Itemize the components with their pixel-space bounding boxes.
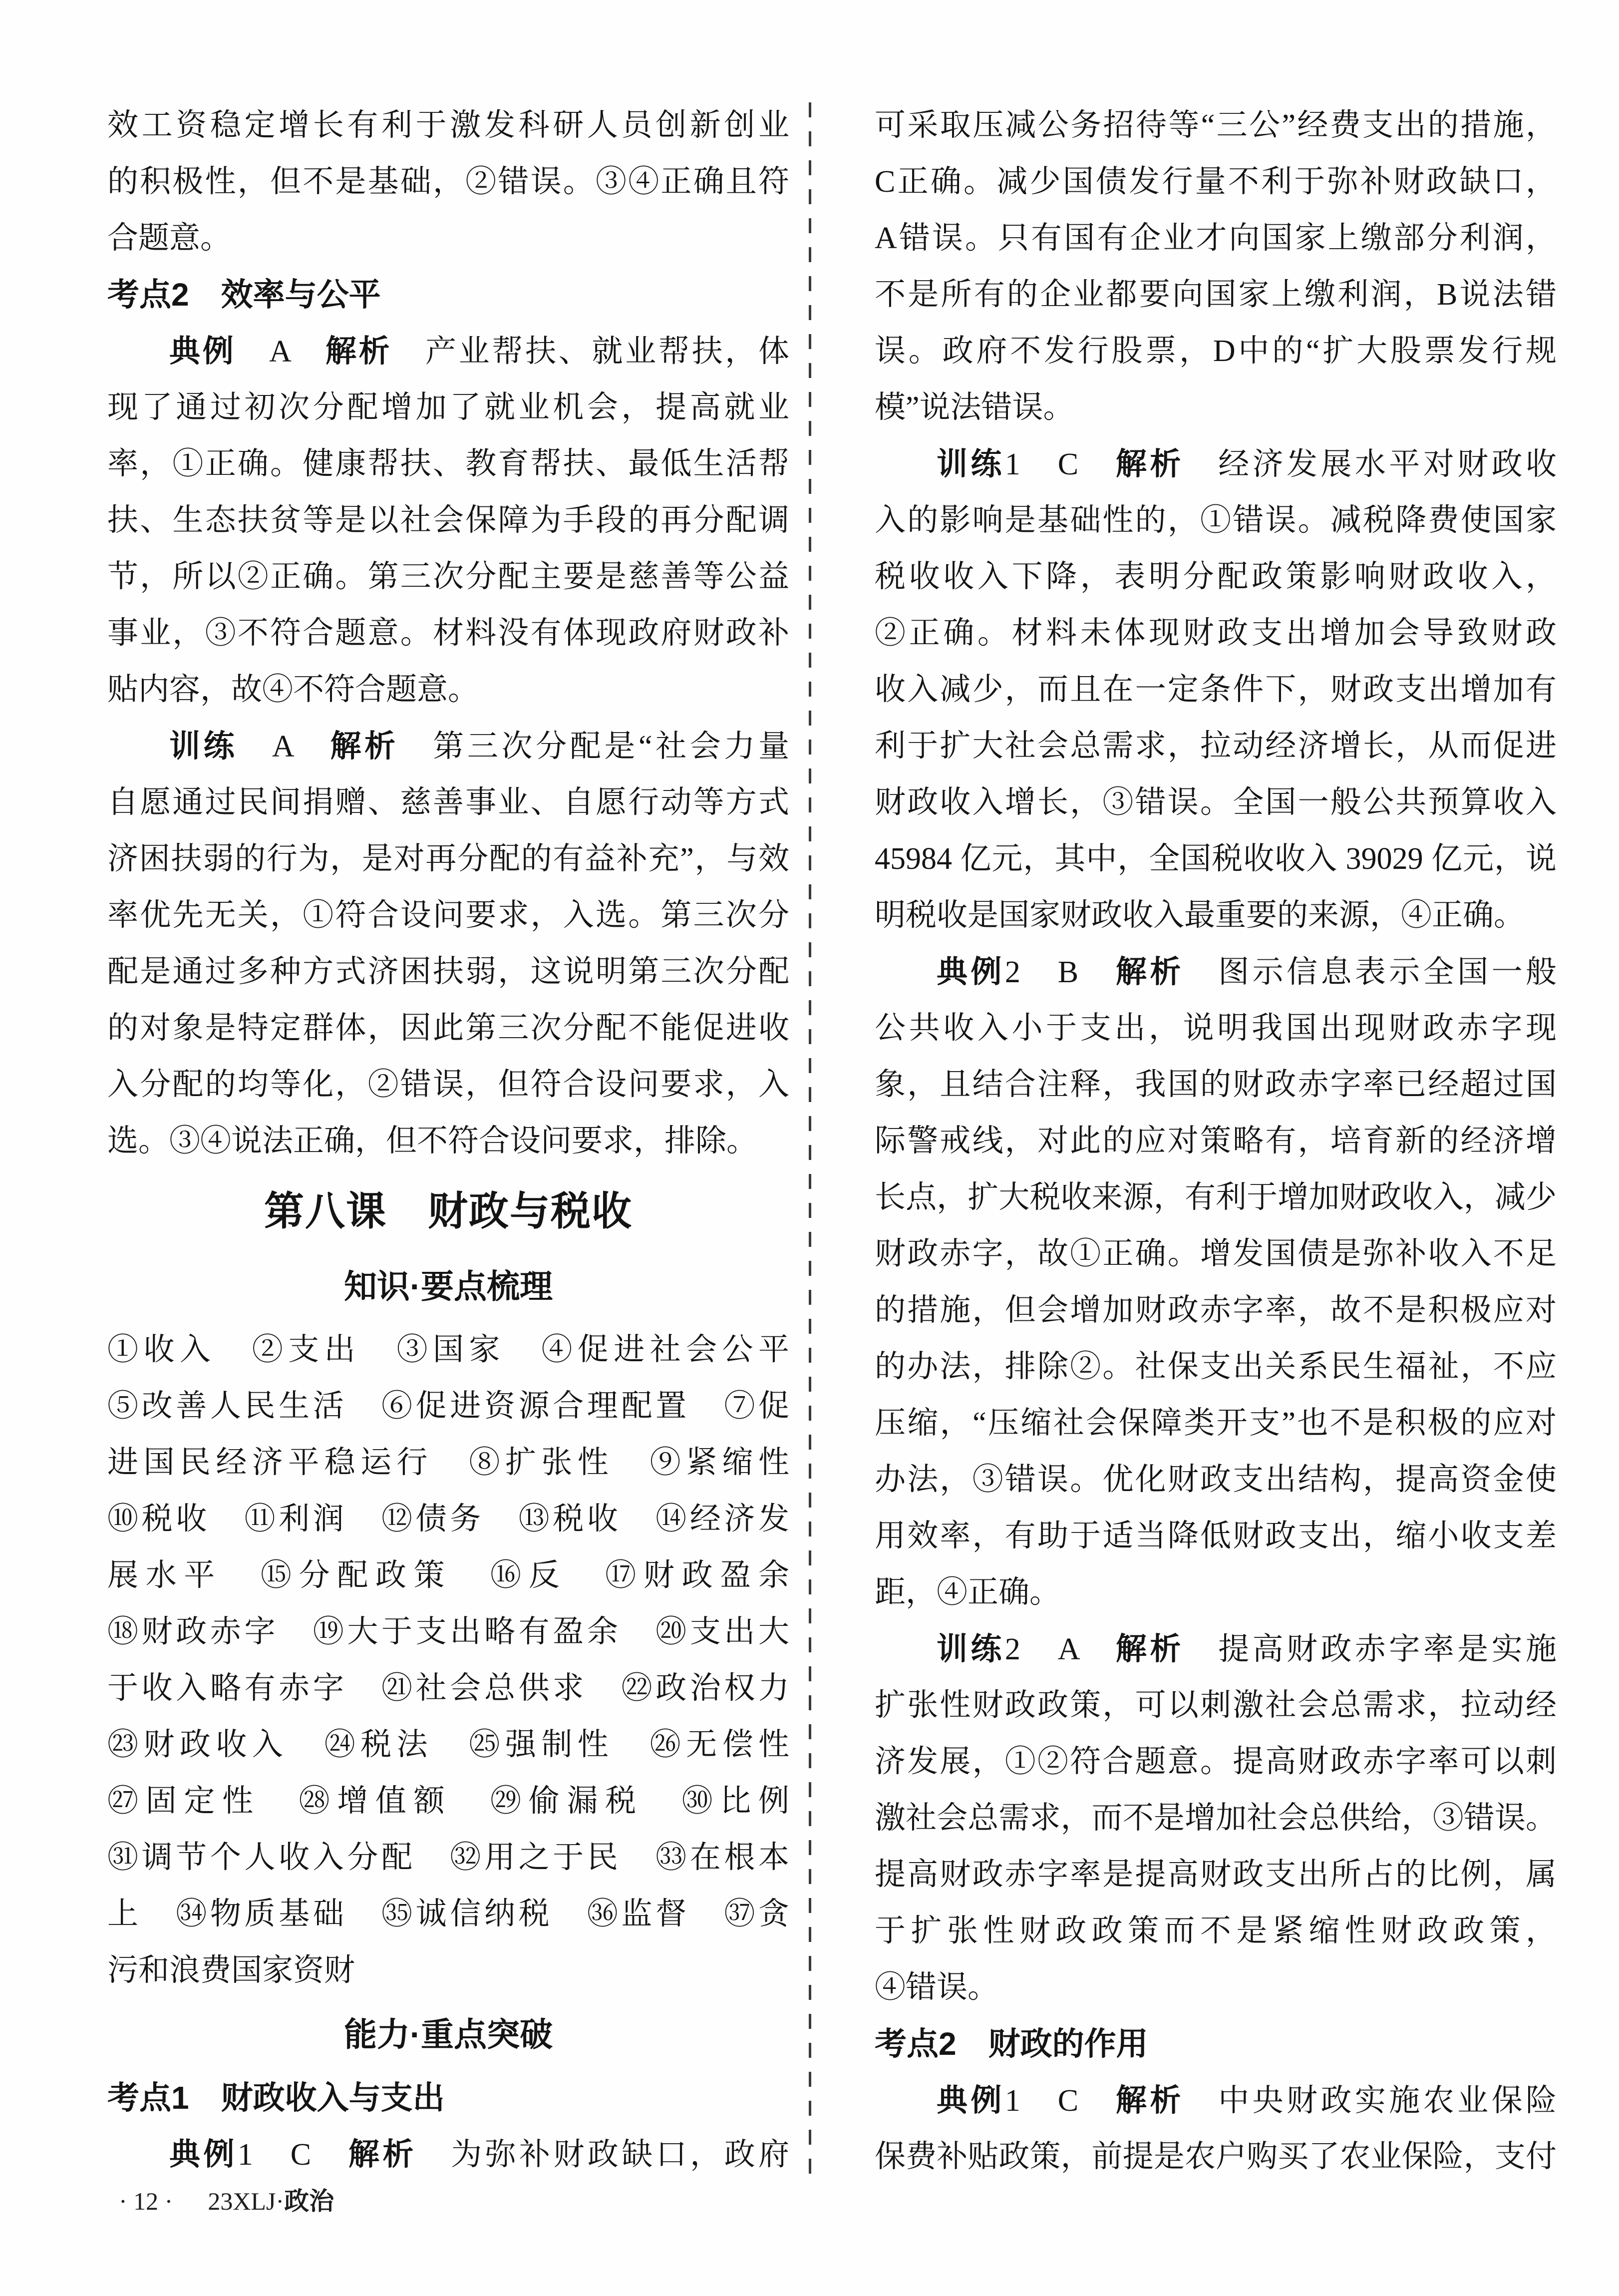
text-line: 事业，③不符合题意。材料没有体现政府财政补 (107, 616, 789, 650)
text-line: 济发展，①②符合题意。提高财政赤字率可以刺 (875, 1745, 1557, 1779)
text-line: A错误。只有国有企业才向国家上缴部分利润， (875, 221, 1557, 255)
text-line: 公共收入小于支出，说明我国出现财政赤字现 (875, 1011, 1557, 1045)
text-line: 率优先无关，①符合设问要求，入选。第三次分 (107, 898, 789, 932)
text-line: 节，所以②正确。第三次分配主要是慈善等公益 (107, 560, 789, 594)
text-line: 济困扶弱的行为，是对再分配的有益补充”，与效 (107, 842, 789, 876)
text-line: 办法，③错误。优化财政支出结构，提高资金使 (875, 1463, 1557, 1497)
text-line: 的对象是特定群体，因此第三次分配不能促进收 (107, 1011, 789, 1045)
text-line: 提高财政赤字率是提高财政支出所占的比例，属 (875, 1858, 1557, 1892)
kaodian-heading: 考点1 财政收入与支出 (107, 2080, 445, 2116)
text-line: 用效率，有助于适当降低财政支出，缩小收支差 (875, 1519, 1557, 1553)
column-divider-dashed-line (809, 102, 811, 2175)
text-line: 进国民经济平稳运行 ⑧扩张性 ⑨紧缩性 (107, 1446, 789, 1480)
text-line: ㉛调节个人收入分配 ㉜用之于民 ㉝在根本 (107, 1841, 789, 1875)
paragraph-end-line: 污和浪费国家资财 (107, 1953, 355, 1987)
text-line: 上 ㉞物质基础 ㉟诚信纳税 ㊱监督 ㊲贪 (107, 1897, 789, 1931)
text-line: ①收入 ②支出 ③国家 ④促进社会公平 (107, 1333, 789, 1367)
subject-label: 政治 (284, 2187, 334, 2215)
text-line: 激社会总需求，而不是增加社会总供给，③错误。 (875, 1801, 1557, 1835)
text-line: 的办法，排除②。社保支出关系民生福祉，不应 (875, 1350, 1557, 1384)
text-line: 配是通过多种方式济困扶弱，这说明第三次分配 (107, 955, 789, 989)
text-line: 际警戒线，对此的应对策略有，培育新的经济增 (875, 1124, 1557, 1158)
text-line: 扶、生态扶贫等是以社会保障为手段的再分配调 (107, 503, 789, 537)
paragraph-start-line: 典例1 C 解析 为弥补财政缺口，政府 (169, 2137, 789, 2172)
text-line: 效工资稳定增长有利于激发科研人员创新创业 (107, 108, 789, 142)
paragraph-end-line: 明税收是国家财政收入最重要的来源，④正确。 (875, 898, 1525, 932)
text-line: 收入减少，而且在一定条件下，财政支出增加有 (875, 673, 1557, 707)
text-line: 扩张性财政政策，可以刺激社会总需求，拉动经 (875, 1688, 1557, 1722)
text-line: 45984 亿元，其中，全国税收收入 39029 亿元，说 (875, 842, 1557, 876)
text-line: 自愿通过民间捐赠、慈善事业、自愿行动等方式 (107, 785, 789, 819)
text-line: 可采取压减公务招待等“三公”经费支出的措施， (875, 108, 1557, 142)
text-line: 误。政府不发行股票，D中的“扩大股票发行规 (875, 334, 1557, 368)
kaodian-heading: 考点2 财政的作用 (875, 2026, 1148, 2062)
text-line: 率，①正确。健康帮扶、教育帮扶、最低生活帮 (107, 447, 789, 481)
text-line: ㉗固定性 ㉘增值额 ㉙偷漏税 ㉚比例 (107, 1784, 789, 1818)
paragraph-start-line: 训练2 A 解析 提高财政赤字率是实施 (937, 1632, 1557, 1666)
text-line: ⑩税收 ⑪利润 ⑫债务 ⑬税收 ⑭经济发 (107, 1502, 789, 1536)
text-line: 长点，扩大税收来源，有利于增加财政收入，减少 (875, 1180, 1557, 1214)
text-line: ⑱财政赤字 ⑲大于支出略有盈余 ⑳支出大 (107, 1615, 789, 1649)
text-line: ⑤改善人民生活 ⑥促进资源合理配置 ⑦促 (107, 1389, 789, 1423)
text-line: 的积极性，但不是基础，②错误。③④正确且符 (107, 165, 789, 199)
text-line: 现了通过初次分配增加了就业机会，提高就业 (107, 390, 789, 424)
text-line: 利于扩大社会总需求，拉动经济增长，从而促进 (875, 729, 1557, 763)
paragraph-end-line: 选。③④说法正确，但不符合设问要求，排除。 (107, 1124, 758, 1158)
edition-separator-dot: · (276, 2187, 285, 2215)
text-line: 展水平 ⑮分配政策 ⑯反 ⑰财政盈余 (107, 1558, 789, 1592)
text-line: 于收入略有赤字 ㉑社会总供求 ㉒政治权力 (107, 1671, 789, 1705)
page-footer (119, 2186, 334, 2216)
paragraph-start-line: 训练 A 解析 第三次分配是“社会力量 (169, 729, 789, 764)
paragraph-end-line: ④错误。 (875, 1970, 999, 2004)
text-line: 入分配的均等化，②错误，但符合设问要求，入 (107, 1068, 789, 1102)
text-line: 象，且结合注释，我国的财政赤字率已经超过国 (875, 1068, 1557, 1102)
paragraph-start-line: 训练1 C 解析 经济发展水平对财政收 (937, 447, 1557, 481)
text-line: ㉓财政收入 ㉔税法 ㉕强制性 ㉖无偿性 (107, 1728, 789, 1762)
text-line: 于扩张性财政政策而不是紧缩性财政政策， (875, 1914, 1557, 1948)
text-line: 财政赤字，故①正确。增发国债是弥补收入不足 (875, 1237, 1557, 1271)
text-line: 入的影响是基础性的，①错误。减税降费使国家 (875, 503, 1557, 537)
paragraph-start-line: 典例2 B 解析 图示信息表示全国一般 (937, 955, 1557, 989)
text-line: C正确。减少国债发行量不利于弥补财政缺口， (875, 165, 1557, 199)
section-heading: 能力·重点突破 (344, 2016, 553, 2053)
paragraph-end-line: 距，④正确。 (875, 1575, 1061, 1609)
paragraph-end-line: 模”说法错误。 (875, 390, 1074, 424)
text-line: 保费补贴政策，前提是农户购买了农业保险，支付 (875, 2140, 1557, 2174)
page-number: · 12 · (119, 2187, 173, 2215)
kaodian-heading: 考点2 效率与公平 (107, 277, 381, 313)
text-line: 的措施，但会增加财政赤字率，故不是积极应对 (875, 1293, 1557, 1327)
paragraph-start-line: 典例1 C 解析 中央财政实施农业保险 (937, 2083, 1557, 2118)
text-line: 不是所有的企业都要向国家上缴利润，B说法错 (875, 278, 1557, 312)
left-column (107, 97, 789, 2183)
section-heading: 知识·要点梳理 (344, 1268, 553, 1305)
text-line: 财政收入增长，③错误。全国一般公共预算收入 (875, 785, 1557, 819)
lesson-title: 第八课 财政与税收 (264, 1190, 633, 1234)
paragraph-start-line: 典例 A 解析 产业帮扶、就业帮扶，体 (169, 334, 789, 369)
text-line: ②正确。材料未体现财政支出增加会导致财政 (875, 616, 1557, 650)
paragraph-end-line: 贴内容，故④不符合题意。 (107, 673, 479, 707)
paragraph-end-line: 合题意。 (107, 221, 232, 255)
text-line: 税收收入下降，表明分配政策影响财政收入， (875, 560, 1557, 594)
right-column (875, 97, 1557, 2185)
text-line: 压缩，“压缩社会保障类开支”也不是积极的应对 (875, 1406, 1557, 1440)
edition-code: 23XLJ (208, 2187, 276, 2215)
